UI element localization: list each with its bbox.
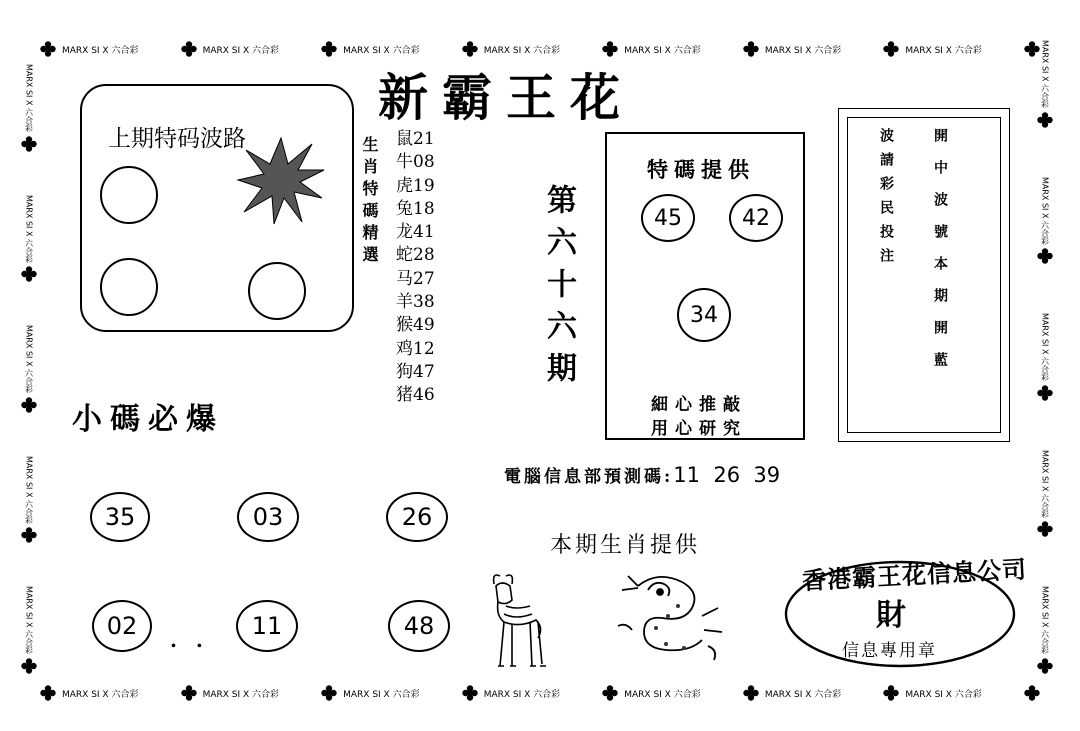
border-label: MARX SI X 六合彩 [24,64,34,132]
border-label: MARX SI X 六合彩 [764,689,842,700]
border-label: MARX SI X 六合彩 [202,689,280,700]
zodiac-number: 18 [413,198,435,219]
border-label: MARX SI X 六合彩 [24,586,34,654]
border-unit [321,685,419,701]
stamp-center-char: 財 [876,598,906,633]
flower-icon [21,136,37,152]
border-label: MARX SI X 六合彩 [1040,176,1050,245]
company-stamp [780,550,1028,670]
zodiac-number: 38 [413,292,435,313]
dragon-icon [608,566,730,668]
border-unit [21,195,37,283]
flower-icon [883,685,899,701]
border-label: MARX SI X 六合彩 [24,194,34,263]
border-unit [1037,313,1053,401]
border-label: MARX SI X 六合彩 [24,455,34,524]
border-unit [462,685,560,701]
starburst-icon [236,136,326,226]
flower-icon [21,266,37,282]
zodiac-animal: 龙 [396,222,413,243]
stamp-company-name: 香港霸王花信息公司 [801,554,1028,596]
zodiac-number: 08 [413,152,435,173]
zodiac-row [396,384,435,407]
zodiac-row [396,151,435,174]
page-title: 新霸王花 [378,68,634,127]
zodiac-row [396,361,435,384]
border-label: MARX SI X 六合彩 [483,689,561,700]
special-box-footer-2: 用心研究 [651,419,747,439]
flower-icon [462,685,478,701]
wave-box [80,84,354,332]
zodiac-animal: 兔 [396,198,413,219]
border-label: MARX SI X 六合彩 [624,45,701,56]
border-unit [743,685,841,701]
right-border [1034,40,1056,674]
flower-icon [181,41,197,57]
flower-icon [1037,521,1053,537]
border-label: MARX SI X 六合彩 [62,689,139,700]
flower-icon [321,41,337,57]
small-number-5: 11 [236,600,298,652]
border-unit [181,685,279,701]
flower-icon [1024,685,1040,701]
border-unit [181,41,279,57]
border-label: MARX SI X 六合彩 [483,45,561,56]
zodiac-number: 27 [413,268,435,289]
zodiac-number: 28 [413,245,435,266]
flower-icon [40,685,56,701]
small-number-6: 48 [388,600,450,652]
flower-icon [321,685,337,701]
top-border [40,38,1040,60]
zodiac-number: 19 [413,175,435,196]
zodiac-number: 49 [413,315,435,336]
zodiac-number: 21 [413,129,435,149]
zodiac-number: 46 [413,385,435,406]
flower-icon [602,685,618,701]
flower-icon [181,685,197,701]
border-unit [1037,177,1053,265]
zodiac-animal: 羊 [396,292,413,313]
special-box-title: 特碼提供 [647,157,755,182]
flower-icon [1037,385,1053,401]
border-unit [743,41,841,57]
prediction-label: 電腦信息部預測碼: [504,467,674,487]
flower-icon [1037,112,1053,128]
bottom-border [40,682,1040,704]
zodiac-row [396,338,435,361]
flower-icon [462,41,478,57]
wave-circle [100,258,158,316]
border-unit [21,64,37,152]
zodiac-row [396,268,435,291]
flower-icon [883,41,899,57]
border-label: MARX SI X 六合彩 [1040,313,1050,381]
zodiac-list [396,128,435,408]
small-numbers-title: 小碼必爆 [72,402,224,437]
zodiac-number: 12 [413,338,435,359]
zodiac-row [396,314,435,337]
border-label: MARX SI X 六合彩 [343,45,420,56]
border-label: MARX SI X 六合彩 [62,45,139,56]
border-unit [40,41,138,57]
border-label: MARX SI X 六合彩 [764,45,842,56]
notice-box [838,108,1010,442]
border-label: MARX SI X 六合彩 [905,45,982,56]
zodiac-row [396,244,435,267]
border-label: MARX SI X 六合彩 [24,325,34,393]
border-unit [21,586,37,674]
zodiac-row [396,128,435,151]
wave-circle [248,262,306,320]
flower-icon [21,397,37,413]
zodiac-animal: 鼠 [396,129,413,149]
border-label: MARX SI X 六合彩 [202,45,280,56]
flower-icon [21,527,37,543]
border-label: MARX SI X 六合彩 [624,689,701,700]
notice-col-2: 波請彩民投注 [878,128,894,272]
border-unit [321,41,419,57]
notice-inner-border [847,117,1001,433]
zodiac-number: 41 [413,222,435,243]
small-number-4: 02 [92,600,152,652]
zodiac-animal: 牛 [396,152,413,173]
zodiac-animal: 狗 [396,361,413,382]
zodiac-animal: 蛇 [396,245,413,266]
small-number-1: 35 [90,492,150,542]
border-unit [1037,40,1053,128]
zodiac-row [396,221,435,244]
border-unit [462,41,560,57]
computer-prediction [504,462,780,487]
zodiac-number: 47 [413,361,435,382]
border-label: MARX SI X 六合彩 [1040,449,1050,518]
border-unit [883,41,981,57]
flower-icon [40,41,56,57]
stamp-bottom-text: 信息專用章 [842,641,937,661]
flower-icon [1037,658,1053,674]
zodiac-row [396,291,435,314]
goat-icon [486,570,548,674]
zodiac-animal: 马 [396,268,413,289]
border-label: MARX SI X 六合彩 [1040,586,1050,654]
period-label: 第六十六期 [541,184,576,394]
border-unit [602,41,700,57]
zodiac-row [396,198,435,221]
special-number-3: 34 [677,288,731,342]
zodiac-heading: 生肖特碼精選 [360,136,379,268]
wave-box-title: 上期特码波路 [108,126,246,152]
wave-circle [100,166,158,224]
prediction-numbers: 11 26 39 [673,463,781,487]
border-unit [21,325,37,413]
border-label: MARX SI X 六合彩 [905,689,982,700]
flower-icon [1037,248,1053,264]
border-unit [40,685,138,701]
border-unit [21,456,37,544]
flower-icon [21,658,37,674]
special-number-2: 42 [729,194,783,242]
flower-icon [743,685,759,701]
border-unit [602,685,700,701]
small-number-3: 26 [386,492,448,542]
left-border [18,64,40,674]
border-label: MARX SI X 六合彩 [1040,40,1050,108]
special-box-footer-1: 細心推敲 [651,395,747,415]
zodiac-animal: 猴 [396,315,413,336]
zodiac-provide-title: 本期生肖提供 [550,533,701,558]
zodiac-animal: 猪 [396,385,413,406]
zodiac-animal: 鸡 [396,338,413,359]
flower-icon [743,41,759,57]
border-unit [883,685,981,701]
zodiac-animal: 虎 [396,175,413,196]
border-unit [1037,450,1053,538]
special-number-box [605,132,805,440]
notice-col-1: 開中波號本期開藍 [932,128,948,384]
flower-icon [602,41,618,57]
small-number-2: 03 [237,492,299,542]
border-label: MARX SI X 六合彩 [343,689,420,700]
zodiac-row [396,175,435,198]
border-unit [1037,586,1053,674]
small-numbers-dots: . . [170,628,209,652]
special-number-1: 45 [641,194,695,242]
